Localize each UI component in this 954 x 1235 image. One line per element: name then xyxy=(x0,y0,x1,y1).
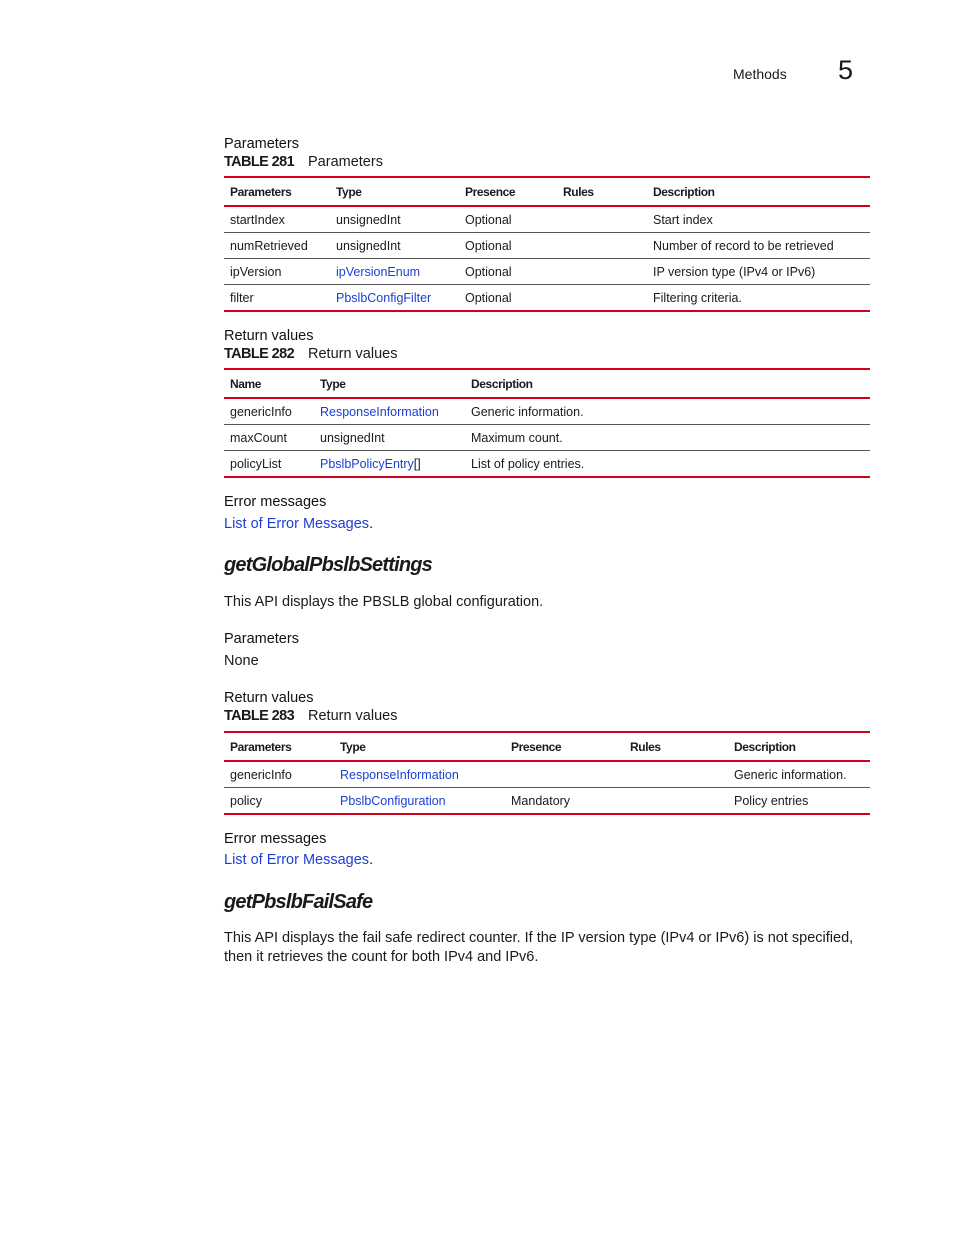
cell-name: policyList xyxy=(224,451,314,478)
cell-parameter: ipVersion xyxy=(224,259,330,285)
table-282-caption xyxy=(224,346,397,362)
table-title: Parameters xyxy=(308,154,383,170)
column-header: Parameters xyxy=(230,184,292,199)
column-header: Type xyxy=(340,739,366,754)
section-description-line: This API displays the fail safe redirect counter. If the IP version type (IPv4 or IPv6) is not specified, xyxy=(224,930,854,946)
parameters-value: None xyxy=(224,653,259,669)
table-header-row xyxy=(224,177,870,206)
cell-presence xyxy=(505,761,624,788)
cell-presence: Mandatory xyxy=(505,788,624,815)
error-messages-line: List of Error Messages. xyxy=(224,852,374,868)
cell-description: Policy entries xyxy=(728,788,870,815)
cell-parameter: startIndex xyxy=(224,206,330,233)
cell-parameter: genericInfo xyxy=(224,761,334,788)
type-link[interactable]: ResponseInformation xyxy=(320,404,439,419)
chapter-label: Methods xyxy=(733,66,787,82)
cell-rules xyxy=(624,788,728,815)
table-number: TABLE 282 xyxy=(224,346,295,362)
column-header: Description xyxy=(653,184,715,199)
return-values-heading: Return values xyxy=(224,690,314,706)
column-header: Rules xyxy=(630,739,661,754)
table-283-caption xyxy=(224,708,397,724)
cell-type: unsignedInt xyxy=(330,206,459,233)
table-row xyxy=(224,259,870,285)
cell-presence: Optional xyxy=(459,206,557,233)
cell-rules xyxy=(557,206,647,233)
cell-description: Number of record to be retrieved xyxy=(647,233,870,259)
error-messages-line: List of Error Messages. xyxy=(224,516,374,532)
error-messages-heading: Error messages xyxy=(224,494,327,510)
cell-presence: Optional xyxy=(459,233,557,259)
table-row xyxy=(224,761,870,788)
column-header: Presence xyxy=(511,739,562,754)
table-header-row xyxy=(224,732,870,761)
table-title: Return values xyxy=(308,346,398,362)
cell-description: Maximum count. xyxy=(465,425,870,451)
return-values-heading: Return values xyxy=(224,328,314,344)
column-header: Rules xyxy=(563,184,594,199)
cell-presence: Optional xyxy=(459,285,557,312)
cell-rules xyxy=(557,233,647,259)
section-description-line: then it retrieves the count for both IPv4 and IPv6. xyxy=(224,949,539,965)
parameters-heading: Parameters xyxy=(224,136,299,152)
return-values-table xyxy=(224,368,870,478)
column-header: Presence xyxy=(465,184,516,199)
parameters-table xyxy=(224,176,870,312)
table-row xyxy=(224,788,870,815)
error-messages-link[interactable]: List of Error Messages xyxy=(224,852,370,868)
type-link[interactable]: ResponseInformation xyxy=(340,767,459,782)
column-header: Name xyxy=(230,376,262,391)
cell-parameter: policy xyxy=(224,788,334,815)
cell-name: genericInfo xyxy=(224,398,314,425)
table-row xyxy=(224,206,870,233)
table-row xyxy=(224,451,870,478)
cell-type: unsignedInt xyxy=(320,430,385,445)
cell-rules xyxy=(557,285,647,312)
column-header: Type xyxy=(336,184,362,199)
type-link[interactable]: PbslbPolicyEntry xyxy=(320,456,414,471)
chapter-number: 5 xyxy=(838,55,854,85)
table-row xyxy=(224,398,870,425)
table-row xyxy=(224,233,870,259)
section-title: getPbslbFailSafe xyxy=(224,891,373,913)
table-row xyxy=(224,425,870,451)
error-messages-link[interactable]: List of Error Messages xyxy=(224,516,370,532)
parameters-heading: Parameters xyxy=(224,631,299,647)
cell-rules xyxy=(624,761,728,788)
type-link[interactable]: PbslbConfigFilter xyxy=(336,290,432,305)
return-values-table xyxy=(224,731,870,815)
cell-presence: Optional xyxy=(459,259,557,285)
column-header: Description xyxy=(471,376,533,391)
cell-description: IP version type (IPv4 or IPv6) xyxy=(647,259,870,285)
column-header: Description xyxy=(734,739,796,754)
table-row xyxy=(224,285,870,312)
cell-description: Filtering criteria. xyxy=(647,285,870,312)
type-link[interactable]: PbslbConfiguration xyxy=(340,793,446,808)
column-header: Type xyxy=(320,376,346,391)
table-header-row xyxy=(224,369,870,398)
error-messages-heading: Error messages xyxy=(224,831,327,847)
cell-parameter: numRetrieved xyxy=(224,233,330,259)
table-281-caption xyxy=(224,154,383,170)
cell-name: maxCount xyxy=(224,425,314,451)
table-number: TABLE 281 xyxy=(224,154,295,170)
section-description: This API displays the PBSLB global configuration. xyxy=(224,594,544,610)
cell-description: List of policy entries. xyxy=(465,451,870,478)
type-link[interactable]: ipVersionEnum xyxy=(336,264,421,279)
type-suffix: [] xyxy=(413,456,421,471)
table-title: Return values xyxy=(308,708,398,724)
cell-description: Start index xyxy=(647,206,870,233)
cell-parameter: filter xyxy=(224,285,330,312)
cell-description: Generic information. xyxy=(728,761,870,788)
table-number: TABLE 283 xyxy=(224,708,295,724)
cell-type: unsignedInt xyxy=(330,233,459,259)
cell-rules xyxy=(557,259,647,285)
section-title: getGlobalPbslbSettings xyxy=(224,554,432,576)
column-header: Parameters xyxy=(230,739,292,754)
cell-description: Generic information. xyxy=(465,398,870,425)
